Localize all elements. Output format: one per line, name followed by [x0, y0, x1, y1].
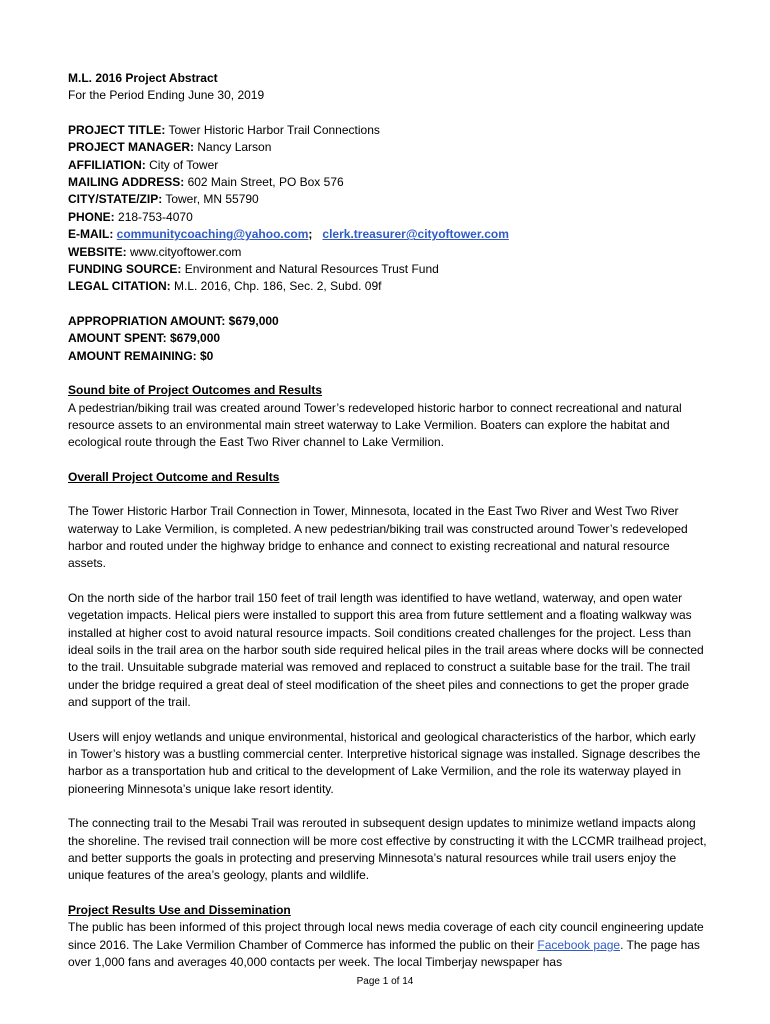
soundbite-text: A pedestrian/biking trail was created around Tower’s redeveloped historic harbor to connect recreational and natural resource assets to an environmental main street waterway to Lake Vermilion. Boaters can explore the habitat and ecological route through the East Two River channel to Lake Vermilion. — [68, 400, 682, 450]
email-link-secondary[interactable]: clerk.treasurer@cityoftower.com — [322, 227, 509, 242]
legal-citation-value: M.L. 2016, Chp. 186, Sec. 2, Subd. 09f — [174, 279, 382, 294]
soundbite-heading: Sound bite of Project Outcomes and Results — [68, 383, 323, 398]
amount-remaining: AMOUNT REMAINING: $0 — [68, 348, 214, 363]
report-period: For the Period Ending June 30, 2019 — [68, 88, 265, 103]
project-manager-value: Nancy Larson — [197, 140, 272, 155]
phone-label: PHONE: — [68, 209, 115, 224]
project-title-row — [68, 122, 708, 139]
website-row — [68, 244, 708, 261]
document-title: M.L. 2016 Project Abstract — [68, 71, 218, 85]
overall-results-heading: Overall Project Outcome and Results — [68, 469, 280, 484]
email-row — [68, 226, 708, 243]
overall-paragraph-4: The connecting trail to the Mesabi Trail was rerouted in subsequent design updates to minimize wetland impacts along the shoreline. The revised trail connection will be more cost effective by constructing it with the LCCMR trailhead project, and better supports the goals in protecting and preserving Minnesota’s natural resources while trail users enjoy the unique features of the area’s geology, plants and wildlife. — [68, 816, 707, 883]
document-body — [68, 70, 708, 971]
dissemination-heading: Project Results Use and Dissemination — [68, 902, 291, 917]
email-separator: ; — [308, 227, 313, 242]
funding-source-value: Environment and Natural Resources Trust Fund — [184, 262, 439, 277]
funding-source-row — [68, 261, 708, 278]
website-value: www.cityoftower.com — [130, 244, 242, 259]
appropriation-amount: APPROPRIATION AMOUNT: $679,000 — [68, 313, 279, 328]
amount-spent: AMOUNT SPENT: $679,000 — [68, 331, 221, 346]
overall-paragraph-1: The Tower Historic Harbor Trail Connection in Tower, Minnesota, located in the East Two River and West Two River waterway to Lake Vermilion, is completed. A new pedestrian/biking trail was constructed around Tower’s redeveloped harbor and routed under the highway bridge to enhance and connect to existing recreational and natural resource assets. — [68, 504, 688, 571]
website-label: WEBSITE: — [68, 244, 127, 259]
mailing-address-row — [68, 174, 708, 191]
project-manager-label: PROJECT MANAGER: — [68, 140, 195, 155]
dissemination-text — [68, 919, 708, 971]
project-manager-row — [68, 139, 708, 156]
email-link-primary[interactable]: communitycoaching@yahoo.com — [116, 227, 309, 242]
overall-paragraph-2: On the north side of the harbor trail 150 feet of trail length was identified to have wetland, waterway, and open water vegetation impacts. Helical piers were installed to support this area from future settlement and a floating walkway was installed at higher cost to avoid natural resource impacts. Soil conditions created challenges for the project. Less than ideal soils in the trail area on the harbor south side required helical piles in the trail areas where docks will be connected to the trail. Unsuitable subgrade material was removed and replaced to construct a suitable base for the trail. The trail under the bridge required a great deal of steel modification of the sheet piles and connections to get the proper grade and support of the trail. — [68, 590, 704, 710]
funding-source-label: FUNDING SOURCE: — [68, 262, 182, 277]
affiliation-value: City of Tower — [149, 157, 219, 172]
city-state-zip-label: CITY/STATE/ZIP: — [68, 192, 163, 207]
phone-value: 218-753-4070 — [118, 209, 193, 224]
facebook-page-link[interactable]: Facebook page — [537, 937, 621, 952]
dissemination-text-start: The public has been informed of this project through local news media coverage of each city council engineering update since 2016. The Lake Vermilion Chamber of Commerce has informed the public on their — [68, 920, 704, 952]
page-number: Page 1 of 14 — [356, 976, 414, 987]
mailing-address-label: MAILING ADDRESS: — [68, 175, 185, 190]
overall-paragraph-3: Users will enjoy wetlands and unique environmental, historical and geological characteristics of the harbor, which early in Tower’s history was a bustling commercial center. Interpretive historical signage was installed. Signage describes the harbor as a transportation hub and critical to the development of Lake Vermilion, and the role its waterway played in pioneering Minnesota’s unique lake resort identity. — [68, 729, 701, 796]
dissemination-text-end: . The page has over 1,000 fans and averages 40,000 contacts per week. The local Timberjay newspaper has — [68, 937, 700, 970]
city-state-zip-value: Tower, MN 55790 — [165, 192, 259, 207]
city-state-zip-row — [68, 191, 708, 208]
legal-citation-row — [68, 278, 708, 295]
project-title-label: PROJECT TITLE: — [68, 122, 166, 137]
affiliation-label: AFFILIATION: — [68, 157, 146, 172]
phone-row — [68, 209, 708, 226]
project-title-value: Tower Historic Harbor Trail Connections — [168, 122, 380, 137]
affiliation-row — [68, 157, 708, 174]
mailing-address-value: 602 Main Street, PO Box 576 — [187, 175, 344, 190]
email-label: E-MAIL: — [68, 227, 114, 242]
legal-citation-label: LEGAL CITATION: — [68, 279, 171, 294]
